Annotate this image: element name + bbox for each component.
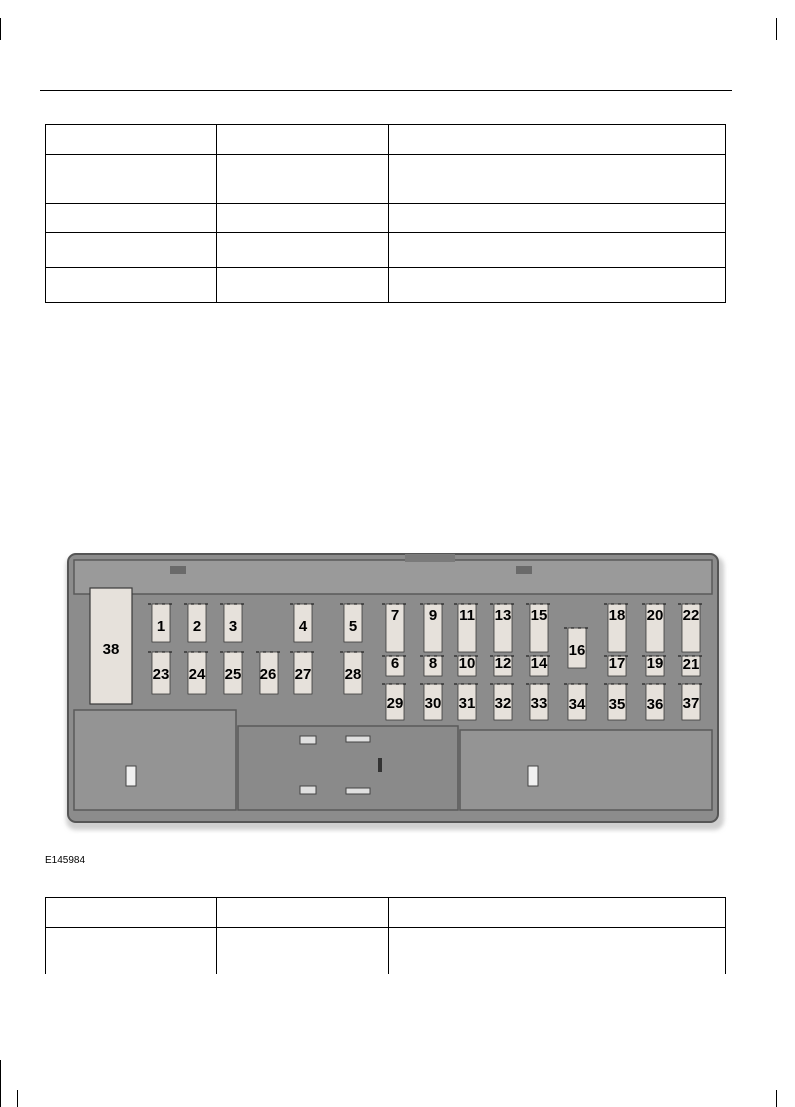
table-bottom-cell [217,928,389,975]
fuse-label-19: 19 [646,655,664,672]
table-bottom-cell [217,898,389,928]
table-bottom-cell [46,928,217,975]
fuse-label-22: 22 [682,607,700,624]
crop-mark-bottom-right [776,1090,777,1107]
table-top-row [46,233,726,268]
fuse-table-bottom-body [46,898,726,975]
fuse-label-14: 14 [530,655,548,672]
connector-3 [300,786,316,794]
fuse-label-15: 15 [530,607,548,624]
fuse-label-38: 38 [102,641,120,658]
table-bottom-cell [46,898,217,928]
table-top-cell [389,125,726,155]
fuse-label-34: 34 [568,696,586,713]
clip-right [516,566,532,574]
table-top-cell [46,268,217,303]
fuse-label-35: 35 [608,696,626,713]
fuse-label-2: 2 [192,618,202,635]
fuse-label-27: 27 [294,666,312,683]
table-top-row [46,204,726,233]
fuse-label-32: 32 [494,695,512,712]
fuse-label-9: 9 [428,607,438,624]
fuse-label-4: 4 [298,618,308,635]
top-tab [405,554,455,562]
table-top-cell [46,233,217,268]
crop-mark-top-right [776,18,777,40]
fuse-label-8: 8 [428,655,438,672]
table-top-row [46,155,726,204]
fuse-label-16: 16 [568,642,586,659]
table-top-cell [217,125,389,155]
fuse-label-7: 7 [390,607,400,624]
fuse-label-31: 31 [458,695,476,712]
table-top-cell [389,155,726,204]
fuse-label-1: 1 [156,618,166,635]
fuse-label-3: 3 [228,618,238,635]
crop-mark-bottom-left-2 [17,1090,18,1107]
fuse-table-top [45,124,726,303]
fuse-label-25: 25 [224,666,242,683]
fuse-label-10: 10 [458,655,476,672]
connector-1 [300,736,316,744]
table-top-cell [217,204,389,233]
fuse-label-23: 23 [152,666,170,683]
fuse-table-top-body [46,125,726,303]
fuse-label-29: 29 [386,695,404,712]
fuse-label-13: 13 [494,607,512,624]
table-bottom-cell [389,898,726,928]
table-top-cell [217,233,389,268]
connector-4 [346,788,370,794]
fuse-label-17: 17 [608,655,626,672]
connector-pin [378,758,382,772]
connector-2 [346,736,370,742]
fuse-label-37: 37 [682,695,700,712]
latch-left [126,766,136,786]
fuse-label-33: 33 [530,695,548,712]
fuse-label-6: 6 [390,655,400,672]
table-top-cell [389,233,726,268]
table-top-row [46,125,726,155]
fuse-box-diagram [60,544,730,834]
table-bottom-cell [389,928,726,975]
fuse-label-18: 18 [608,607,626,624]
figure-id: E145984 [45,855,86,866]
fuse-box-svg [60,544,730,834]
lower-right-compartment [460,730,712,810]
clip-left [170,566,186,574]
top-rail [74,560,712,594]
table-bottom-row [46,898,726,928]
crop-mark-bottom-left [0,1060,1,1107]
fuse-label-21: 21 [682,656,700,673]
fuse-label-11: 11 [459,607,475,624]
fuse-table-bottom [45,897,726,974]
header-rule [40,90,732,91]
table-top-cell [46,125,217,155]
lower-left-compartment [74,710,236,810]
fuse-label-24: 24 [188,666,206,683]
fuse-label-5: 5 [348,618,358,635]
table-top-cell [46,204,217,233]
table-bottom-row [46,928,726,975]
table-top-cell [389,204,726,233]
fuse-label-20: 20 [646,607,664,624]
table-top-cell [217,155,389,204]
fuse-label-36: 36 [646,696,664,713]
latch-right [528,766,538,786]
table-top-cell [389,268,726,303]
fuse-label-28: 28 [344,666,362,683]
table-top-cell [46,155,217,204]
fuse-label-12: 12 [494,655,512,672]
table-top-cell [217,268,389,303]
table-top-row [46,268,726,303]
fuse-label-30: 30 [424,695,442,712]
crop-mark-top-left [0,18,1,40]
fuse-label-26: 26 [259,666,277,683]
